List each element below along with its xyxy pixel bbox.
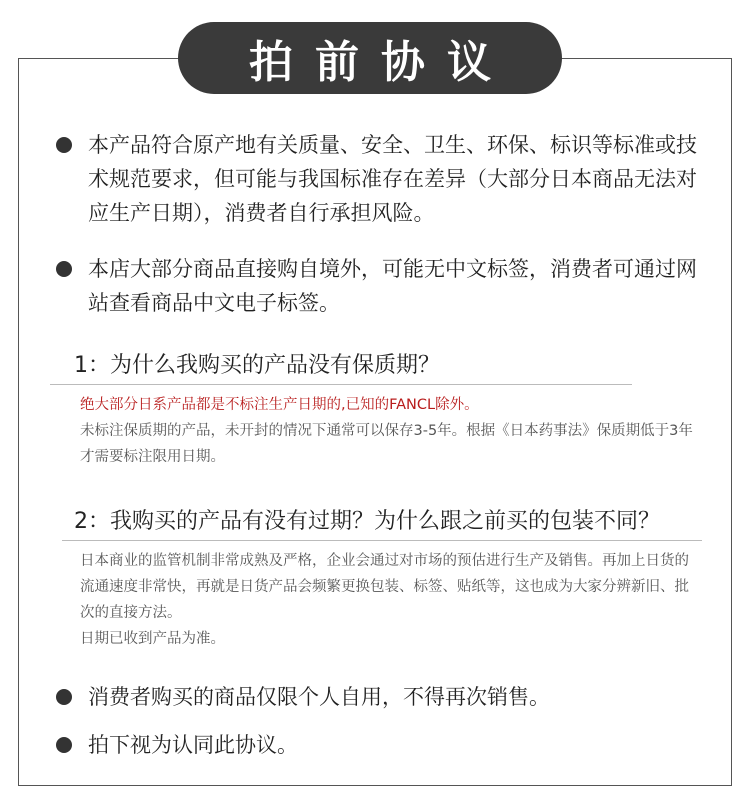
bullet-item-3 [56,680,716,714]
faq-answer-text: 日本商业的监管机制非常成熟及严格，企业会通过对市场的预估进行生产及销售。再加上日货的流通速度非常快，再就是日货产品会频繁更换包装、标签、贴纸等，这也成为大家分辨新旧、批次的直接方法。 [80,553,689,621]
bullet-item-1 [56,128,716,230]
faq-question-1: 1：为什么我购买的产品没有保质期？ [74,353,440,378]
faq-answer-2 [80,548,700,652]
bullet-text: 消费者购买的商品仅限个人自用，不得再次销售。 [88,685,550,709]
faq-answer-1 [80,392,700,470]
faq-answer-text: 未标注保质期的产品，未开封的情况下通常可以保存3-5年。根据《日本药事法》保质期低于3年才需要标注限用日期。 [80,423,693,465]
bullet-item-2 [56,252,716,320]
bullet-dot-icon [56,737,72,753]
bullet-text: 本店大部分商品直接购自境外，可能无中文标签，消费者可通过网站查看商品中文电子标签。 [88,257,697,315]
bullet-dot-icon [56,261,72,277]
bullet-item-4 [56,728,716,762]
bullet-dot-icon [56,689,72,705]
bullet-dot-icon [56,137,72,153]
faq-answer-highlight: 绝大部分日系产品都是不标注生产日期的,已知的FANCL除外。 [80,397,479,413]
divider [62,540,702,541]
faq-answer-text-2: 日期已收到产品为准。 [80,631,225,647]
bullet-text: 本产品符合原产地有关质量、安全、卫生、环保、标识等标准或技术规范要求，但可能与我国标准存在差异（大部分日本商品无法对应生产日期），消费者自行承担风险。 [88,133,697,225]
bullet-text: 拍下视为认同此协议。 [88,733,298,757]
faq-question-2: 2：我购买的产品有没有过期？为什么跟之前买的包装不同？ [74,509,660,534]
page-title: 拍前协议 [178,22,562,94]
divider [50,384,632,385]
